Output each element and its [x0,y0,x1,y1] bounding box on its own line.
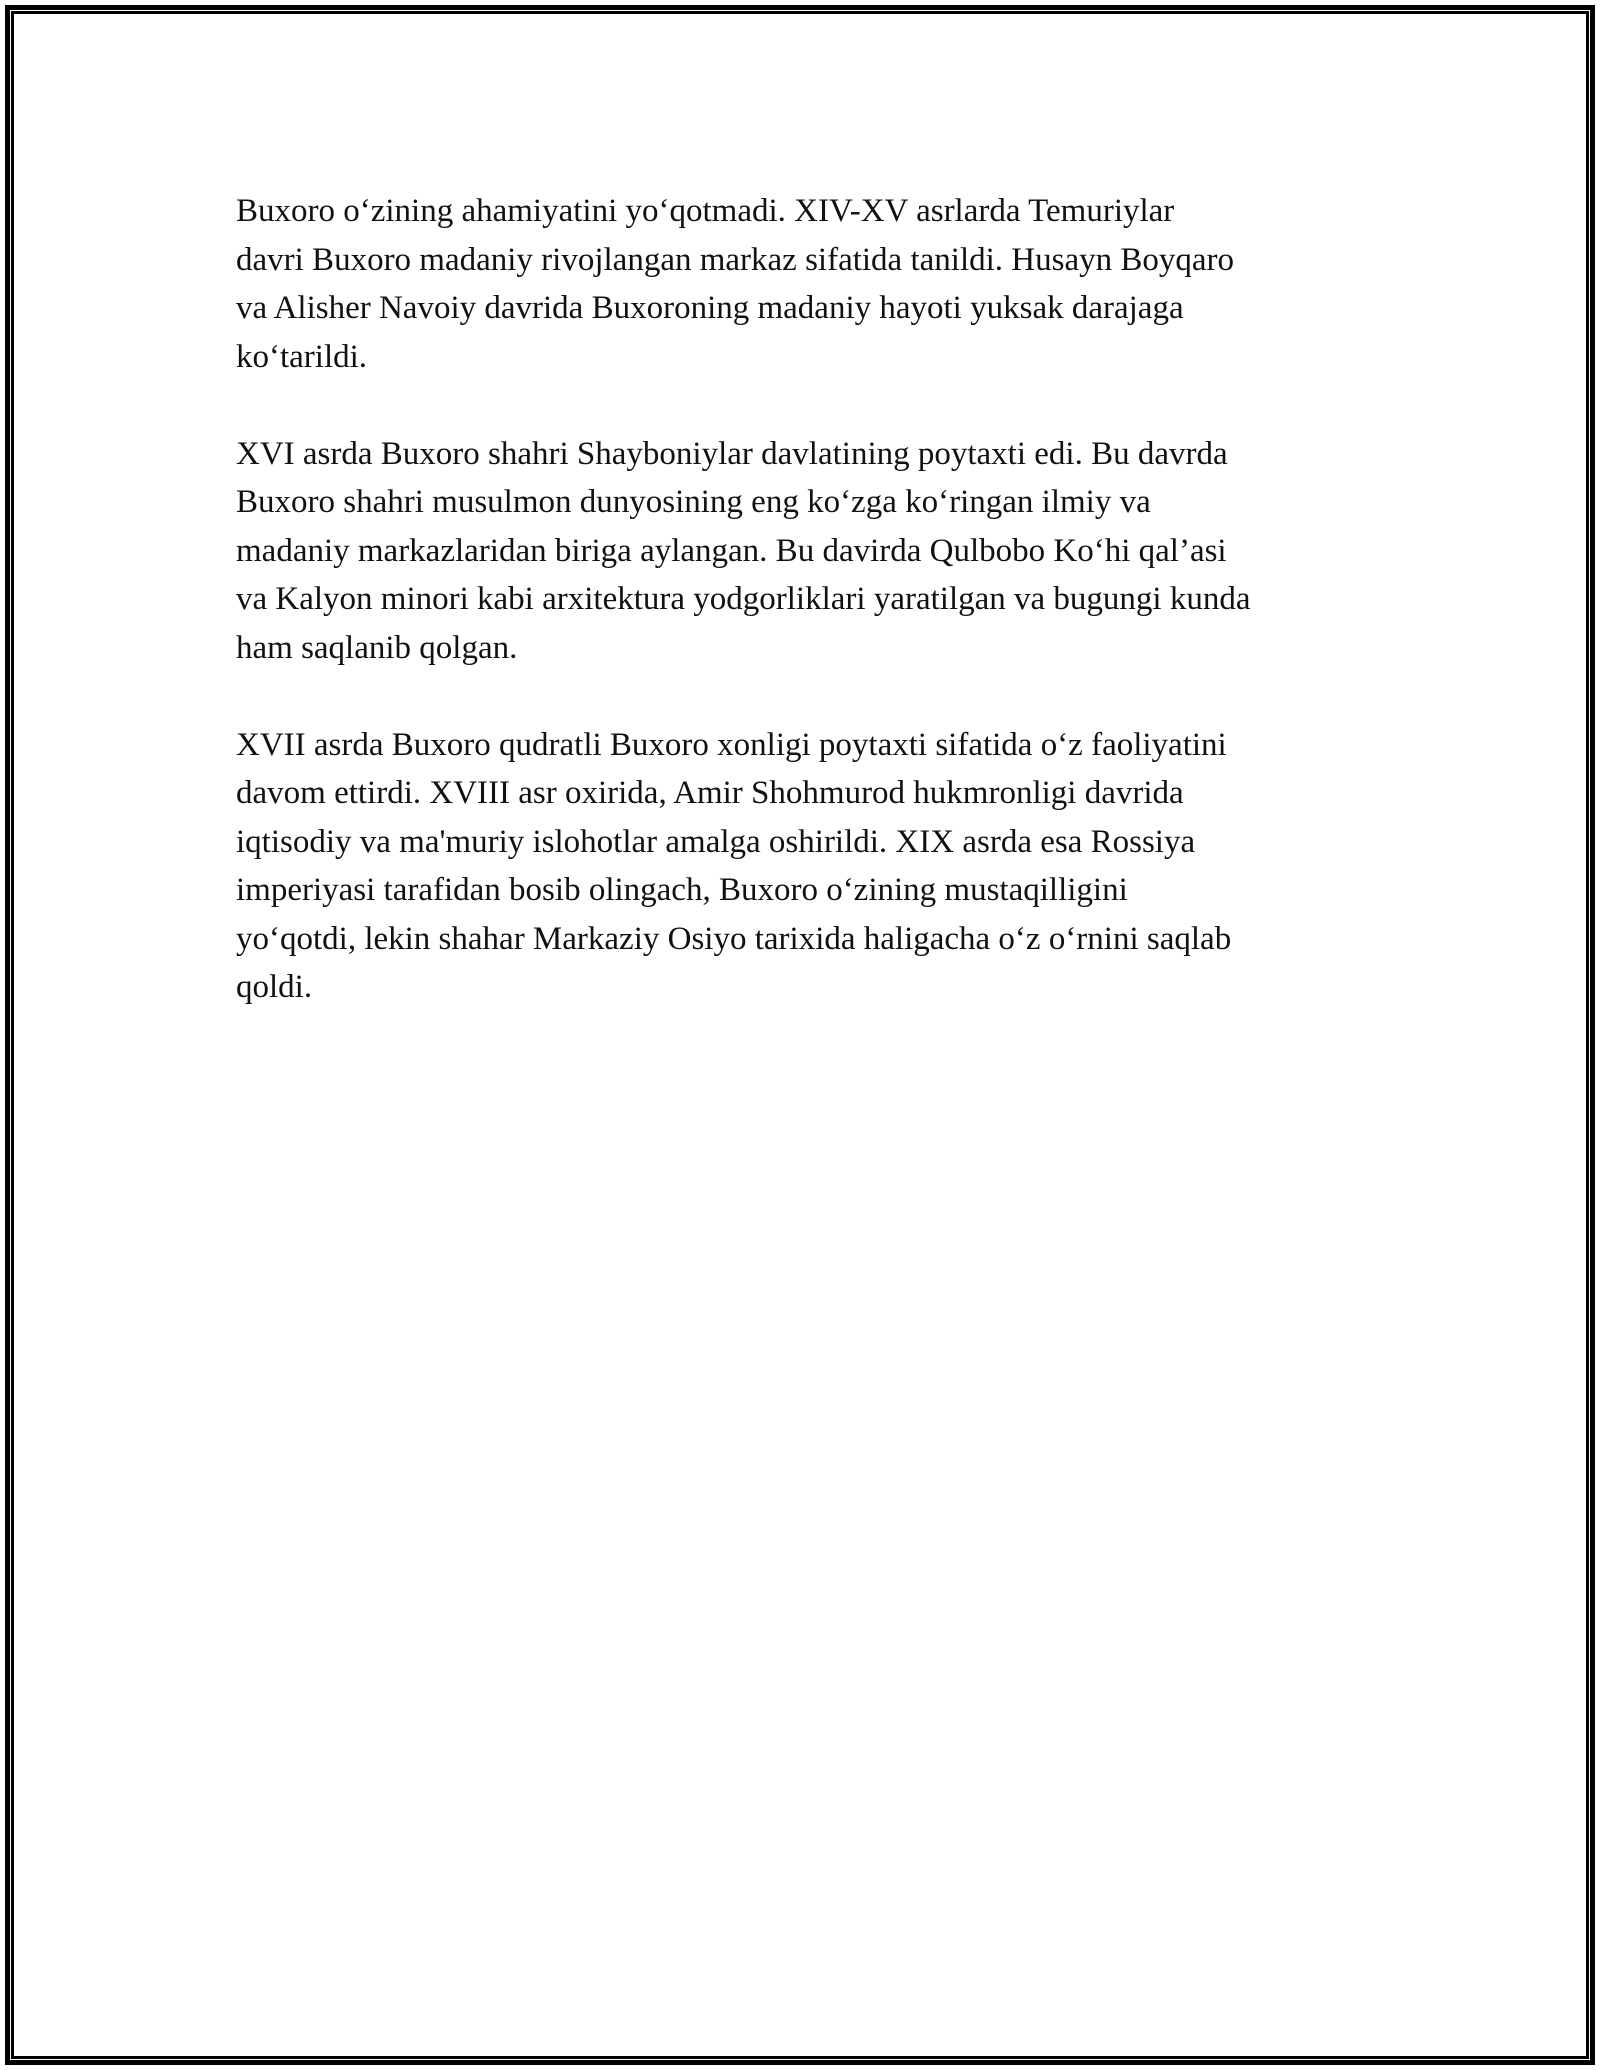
paragraph-buxoro-xonligi: XVII asrda Buxoro qudratli Buxoro xonligi poytaxti sifatida o‘z faoliyatini davom ettirdi. XVIII asr oxirida, Amir Shohmurod hukmronligi davrida iqtisodiy va ma'muriy islohotlar amalga oshirildi. XIX asrda esa Rossiya imperiyasi tarafidan bosib olingach, Buxoro o‘zining mustaqilligini yo‘qotdi, lekin shahar Markaziy Osiyo tarixida haligacha o‘z o‘rnini saqlab qoldi. [236,726,1232,1005]
paragraph-shayboniylar: XVI asrda Buxoro shahri Shayboniylar davlatining poytaxti edi. Bu davrda Buxoro shahri musulmon dunyosining eng ko‘zga ko‘ringan ilmiy va madaniy markazlaridan biriga aylangan. Bu davirda Qulbobo Ko‘hi qal’asi va Kalyon minori kabi arxitektura yodgorliklari yaratilgan va bugungi kunda ham saqlanib qolgan. [236,435,1251,666]
document-body [236,187,1366,1060]
paragraph-temuriylar: Buxoro o‘zining ahamiyatini yo‘qotmadi. XIV-XV asrlarda Temuriylar davri Buxoro madaniy rivojlangan markaz sifatida tanildi. Husayn Boyqaro va Alisher Navoiy davrida Buxoroning madaniy hayoti yuksak darajaga ko‘tarildi. [236,193,1234,375]
